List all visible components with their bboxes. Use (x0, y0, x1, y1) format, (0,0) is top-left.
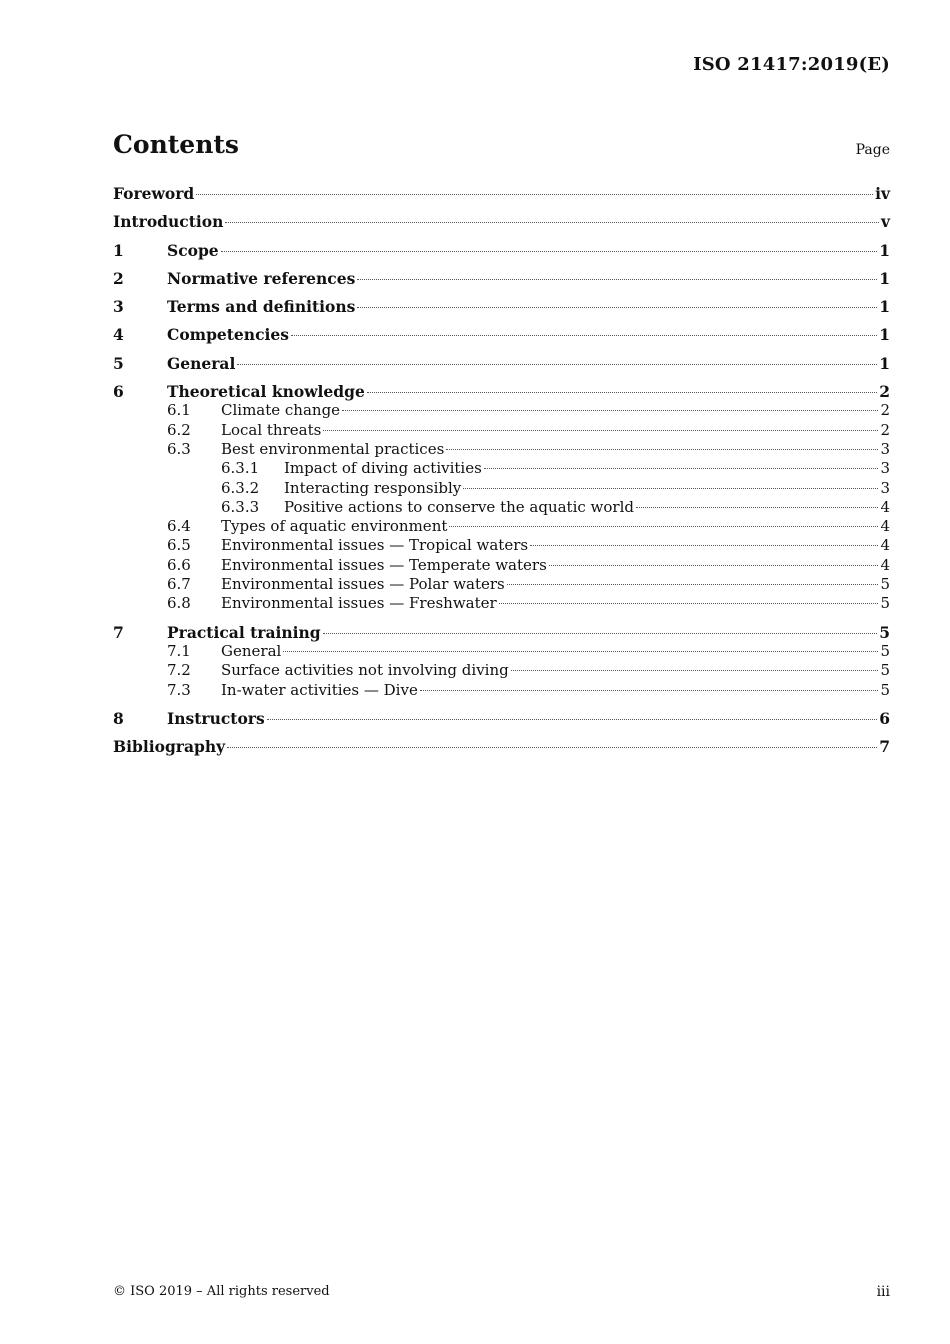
toc-entry-number: 6.1 (167, 401, 191, 420)
toc-entry[interactable] (113, 184, 890, 203)
copyright-notice: © ISO 2019 – All rights reserved (113, 1284, 330, 1299)
toc-entry-title[interactable]: Impact of diving activities (284, 459, 482, 478)
toc-entry-title[interactable]: Foreword (113, 184, 195, 203)
toc-entry[interactable] (113, 517, 890, 536)
toc-entry-number: 6.3 (167, 439, 191, 458)
toc-entry[interactable] (113, 498, 890, 517)
toc-entry[interactable] (113, 269, 890, 288)
toc-entry-title[interactable]: Surface activities not involving diving (221, 661, 509, 680)
toc-entry-page: 3 (880, 478, 890, 497)
toc-entry-title[interactable]: Positive actions to conserve the aquatic world (284, 497, 634, 516)
toc-entry-number: 2 (113, 268, 124, 288)
dot-leader (225, 222, 879, 223)
dot-leader (511, 670, 879, 671)
toc-entry-page: 1 (879, 325, 890, 345)
page-number: iii (876, 1284, 890, 1300)
toc-entry-number: 6.2 (167, 420, 191, 439)
dot-leader (267, 719, 878, 720)
dot-leader (449, 526, 878, 527)
dot-leader (636, 507, 878, 508)
toc-entry-title[interactable]: Practical training (167, 622, 321, 642)
toc-entry-title[interactable]: General (167, 353, 236, 373)
toc-entry-page: 5 (880, 594, 890, 613)
toc-entry-title[interactable]: In-water activities — Dive (221, 680, 418, 699)
dot-leader (342, 410, 878, 411)
toc-entry[interactable] (113, 661, 890, 680)
toc-entry-page: 1 (879, 240, 890, 260)
toc-entry-title[interactable]: Introduction (113, 212, 224, 232)
toc-entry[interactable] (113, 459, 890, 478)
toc-entry-title[interactable]: Terms and definitions (167, 297, 356, 317)
dot-leader (196, 194, 873, 195)
toc-entry-number: 6 (113, 382, 124, 402)
dot-leader (237, 364, 877, 365)
toc-entry-number: 7 (113, 622, 124, 642)
dot-leader (367, 392, 877, 393)
toc-entry-title[interactable]: Best environmental practices (221, 439, 445, 458)
toc-entry[interactable] (113, 536, 890, 555)
toc-entry-title[interactable]: Instructors (167, 708, 265, 728)
dot-leader (227, 747, 877, 748)
document-id: ISO 21417:2019(E) (693, 54, 890, 75)
toc-entry[interactable] (113, 421, 890, 440)
toc-entry-page: 1 (879, 353, 890, 373)
toc-entry[interactable] (113, 354, 890, 373)
toc-entry-title[interactable]: Climate change (221, 401, 341, 420)
toc-entry-page: 5 (879, 622, 890, 642)
toc-entry-title[interactable]: Environmental issues — Tropical waters (221, 536, 529, 555)
toc-entry-page: 4 (880, 555, 890, 574)
toc-entry-page: 1 (879, 297, 890, 317)
toc-entry[interactable] (113, 623, 890, 642)
toc-entry-page: 4 (880, 536, 890, 555)
dot-leader (323, 430, 878, 431)
toc-entry[interactable] (113, 709, 890, 728)
dot-leader (446, 449, 878, 450)
table-of-contents (113, 184, 890, 756)
page-column-label: Page (855, 142, 890, 158)
dot-leader (221, 251, 878, 252)
toc-entry[interactable] (113, 479, 890, 498)
toc-entry-number: 7.2 (167, 661, 191, 680)
toc-entry-page: 6 (879, 708, 890, 728)
toc-entry-page: iv (875, 184, 890, 203)
toc-entry-title[interactable]: Normative references (167, 268, 356, 288)
dot-leader (323, 633, 878, 634)
dot-leader (357, 307, 877, 308)
toc-entry-title[interactable]: Environmental issues — Temperate waters (221, 555, 547, 574)
dot-leader (291, 335, 877, 336)
toc-entry-page: 2 (879, 382, 890, 402)
toc-entry-title[interactable]: Environmental issues — Freshwater (221, 594, 497, 613)
dot-leader (484, 468, 879, 469)
toc-entry-number: 1 (113, 240, 124, 260)
dot-leader (357, 279, 877, 280)
dot-leader (549, 565, 879, 566)
toc-entry-page: 4 (880, 497, 890, 516)
toc-entry[interactable] (113, 440, 890, 459)
toc-entry-page: 5 (880, 661, 890, 680)
toc-entry-number: 6.3.3 (221, 497, 260, 516)
dot-leader (463, 488, 878, 489)
toc-entry-page: 3 (880, 439, 890, 458)
toc-entry-number: 6.5 (167, 536, 191, 555)
toc-entry-number: 6.8 (167, 594, 191, 613)
toc-entry-page: 5 (880, 575, 890, 594)
toc-entry-number: 6.3.1 (221, 459, 260, 478)
toc-entry-page: 7 (879, 737, 890, 757)
toc-entry-title[interactable]: Bibliography (113, 737, 226, 757)
toc-entry[interactable] (113, 737, 890, 756)
toc-entry-page: 5 (880, 680, 890, 699)
dot-leader (507, 584, 879, 585)
toc-entry-title[interactable]: Competencies (167, 325, 289, 345)
toc-entry[interactable] (113, 241, 890, 260)
toc-entry-page: 2 (880, 401, 890, 420)
toc-entry-number: 3 (113, 297, 124, 317)
dot-leader (499, 603, 879, 604)
dot-leader (420, 690, 879, 691)
toc-entry-page: 2 (880, 420, 890, 439)
toc-entry-number: 4 (113, 325, 124, 345)
toc-entry[interactable] (113, 325, 890, 344)
toc-entry[interactable] (113, 556, 890, 575)
toc-entry-number: 8 (113, 708, 124, 728)
toc-entry[interactable] (113, 681, 890, 700)
toc-entry-number: 7.3 (167, 680, 191, 699)
toc-entry[interactable] (113, 594, 890, 613)
toc-entry-page: v (880, 212, 890, 232)
contents-title: Contents (113, 130, 240, 159)
toc-entry[interactable] (113, 297, 890, 316)
toc-entry-page: 3 (880, 459, 890, 478)
toc-entry-page: 4 (880, 517, 890, 536)
toc-entry-title[interactable]: Theoretical knowledge (167, 382, 365, 402)
toc-entry-page: 1 (879, 268, 890, 288)
toc-entry-title[interactable]: Types of aquatic environment (221, 517, 448, 536)
dot-leader (530, 545, 878, 546)
toc-entry-page: 5 (880, 641, 890, 660)
toc-entry-number: 6.4 (167, 517, 191, 536)
toc-entry-title[interactable]: General (221, 641, 282, 660)
toc-entry-number: 6.6 (167, 555, 191, 574)
toc-entry-title[interactable]: Environmental issues — Polar waters (221, 575, 505, 594)
toc-entry[interactable] (113, 382, 890, 401)
toc-entry-number: 7.1 (167, 641, 191, 660)
toc-entry[interactable] (113, 575, 890, 594)
toc-entry-number: 6.3.2 (221, 478, 260, 497)
toc-entry-title[interactable]: Scope (167, 240, 219, 260)
toc-entry[interactable] (113, 401, 890, 420)
dot-leader (283, 651, 878, 652)
toc-entry[interactable] (113, 642, 890, 661)
toc-entry-title[interactable]: Interacting responsibly (284, 478, 462, 497)
toc-entry-number: 5 (113, 353, 124, 373)
toc-entry-title[interactable]: Local threats (221, 420, 322, 439)
toc-entry-number: 6.7 (167, 575, 191, 594)
toc-entry[interactable] (113, 212, 890, 231)
